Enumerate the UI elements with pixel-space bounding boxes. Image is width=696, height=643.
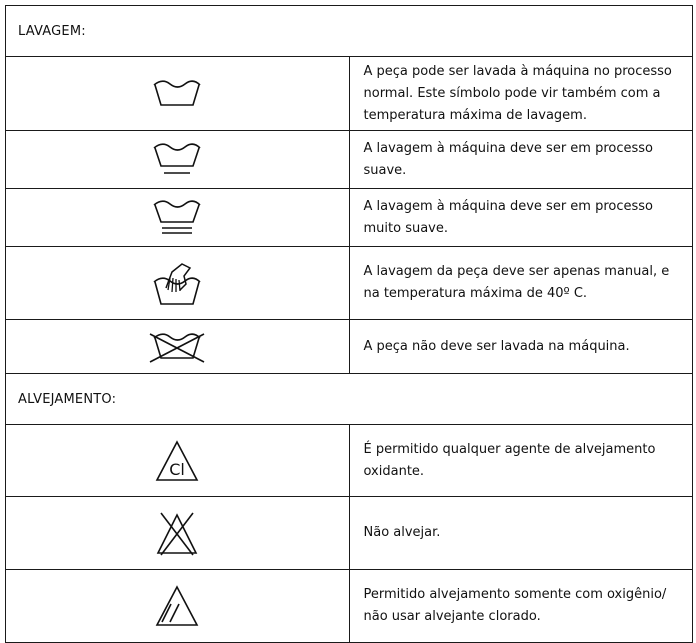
- section-title-lavagem: LAVAGEM:: [6, 6, 693, 57]
- bleach-icon-label: Cl: [169, 459, 186, 479]
- bleach-allowed-icon: [154, 439, 200, 483]
- row-description: A peça não deve ser lavada na máquina.: [349, 320, 693, 374]
- table-row: [6, 570, 693, 643]
- table-row: [6, 497, 693, 570]
- hand-wash-icon: [152, 258, 202, 308]
- table-row: [6, 425, 693, 497]
- row-description: A lavagem à máquina deve ser em processo muito suave.: [349, 189, 693, 247]
- row-description: A lavagem da peça deve ser apenas manual, e na temperatura máxima de 40º C.: [349, 247, 693, 320]
- table-row: [6, 131, 693, 189]
- care-symbols-table: [5, 5, 693, 643]
- table-row: [6, 57, 693, 131]
- table-row: [6, 320, 693, 374]
- row-description: É permitido qualquer agente de alvejamento oxidante.: [349, 425, 693, 497]
- washtub-normal-icon: [152, 79, 202, 109]
- table-row: [6, 189, 693, 247]
- oxygen-bleach-only-icon: [154, 584, 200, 628]
- do-not-bleach-icon: [154, 509, 200, 557]
- row-description: Permitido alvejamento somente com oxigênio/ não usar alvejante clorado.: [349, 570, 693, 643]
- washtub-gentle-icon: [152, 143, 202, 177]
- table-row: [6, 247, 693, 320]
- section-title-alvejamento: ALVEJAMENTO:: [6, 374, 693, 425]
- row-description: Não alvejar.: [349, 497, 693, 570]
- do-not-wash-icon: [149, 330, 205, 364]
- row-description: A peça pode ser lavada à máquina no processo normal. Este símbolo pode vir também com a temperatura máxima de lavagem.: [349, 57, 693, 131]
- row-description: A lavagem à máquina deve ser em processo suave.: [349, 131, 693, 189]
- washtub-very-gentle-icon: [152, 200, 202, 236]
